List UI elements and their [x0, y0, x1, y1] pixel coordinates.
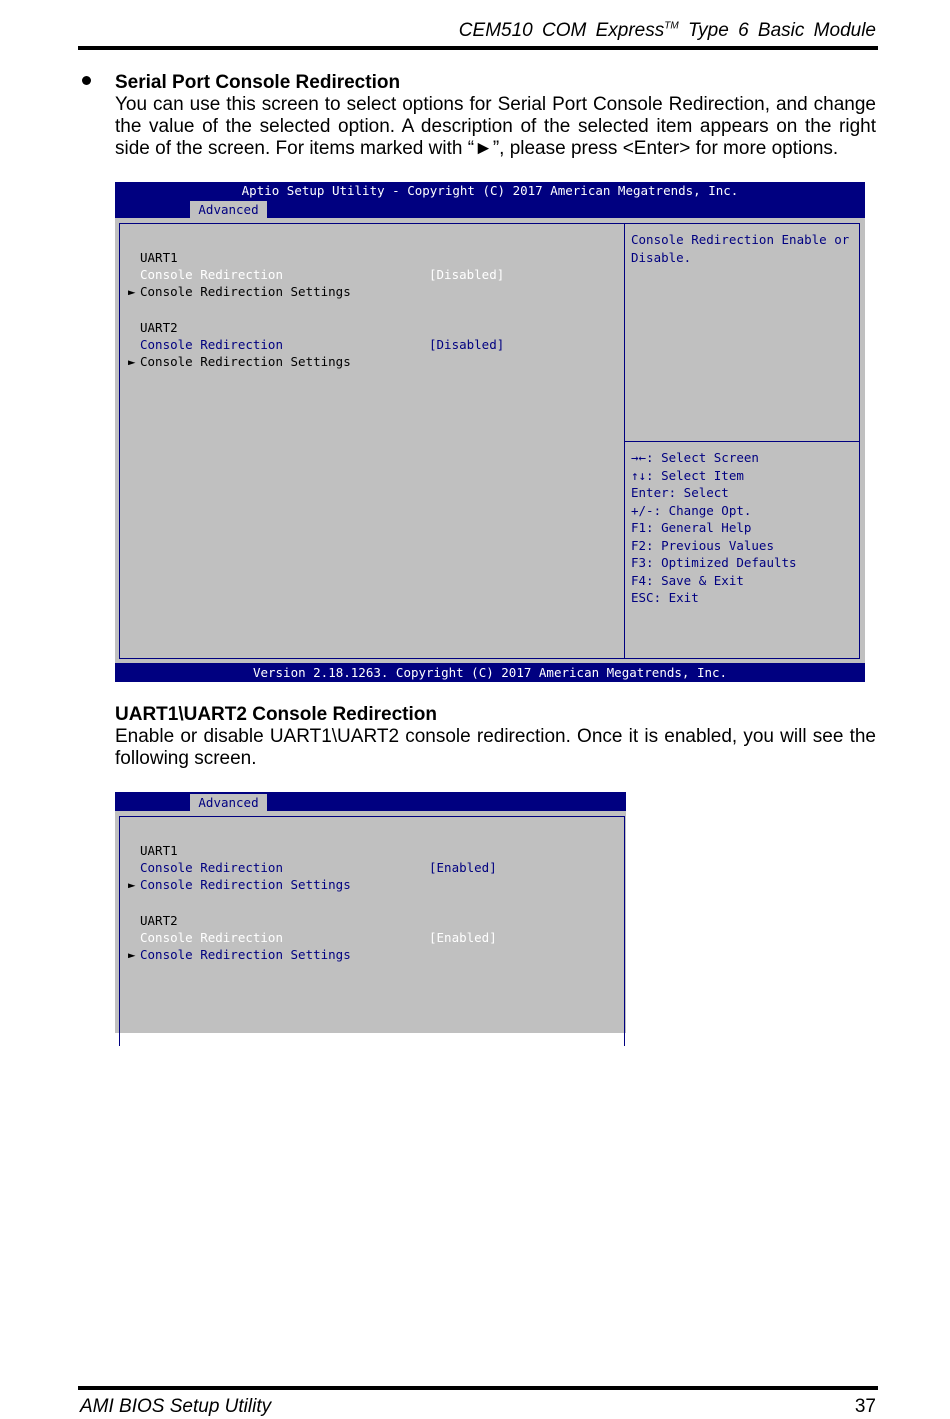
- uart2-heading: UART2: [140, 913, 178, 928]
- help-text-line: Disable.: [631, 250, 692, 265]
- submenu-arrow-icon: ►: [128, 877, 136, 892]
- tab-advanced[interactable]: Advanced: [190, 794, 267, 811]
- uart2-console-redirection-label[interactable]: Console Redirection: [140, 930, 283, 945]
- trademark-mark: TM: [664, 20, 679, 32]
- uart1-heading: UART1: [140, 250, 178, 265]
- subsection-paragraph: Enable or disable UART1\UART2 console redirection. Once it is enabled, you will see the following screen.: [115, 726, 876, 769]
- uart2-console-redirection-value[interactable]: [Disabled]: [429, 337, 505, 352]
- title-rest: Type 6 Basic Module: [678, 20, 876, 41]
- uart2-redirection-settings[interactable]: Console Redirection Settings: [140, 354, 351, 369]
- key-hint-save-exit: F4: Save & Exit: [631, 572, 744, 588]
- key-hint-select-screen: →←: Select Screen: [631, 450, 759, 465]
- bios-screenshot-disabled: [115, 182, 865, 682]
- uart2-redirection-settings[interactable]: Console Redirection Settings: [140, 947, 351, 962]
- bios-title-bar: [115, 792, 626, 811]
- help-text-line: Console Redirection Enable or: [631, 232, 850, 247]
- bullet-icon: [82, 76, 91, 85]
- key-hint-enter: Enter: Select: [631, 485, 729, 500]
- uart1-console-redirection-label[interactable]: Console Redirection: [140, 860, 283, 875]
- bios-main-pane: [119, 816, 625, 1046]
- submenu-arrow-icon: ►: [128, 354, 136, 369]
- title-main: CEM510 COM Express: [458, 20, 665, 41]
- uart1-heading: UART1: [140, 843, 178, 858]
- bios-help-pane: [624, 223, 860, 442]
- footer-chapter: AMI BIOS Setup Utility: [80, 1396, 272, 1417]
- document-title: [459, 20, 876, 42]
- bios-main-pane: [119, 223, 625, 659]
- bios-screenshot-enabled: [115, 792, 626, 1033]
- page-footer: [78, 1386, 878, 1417]
- section-title: Serial Port Console Redirection: [115, 72, 401, 93]
- key-hint-previous-values: F2: Previous Values: [631, 537, 774, 553]
- key-hint-optimized-defaults: F3: Optimized Defaults: [631, 555, 797, 570]
- submenu-arrow-icon: ►: [128, 947, 136, 962]
- uart2-console-redirection-label[interactable]: Console Redirection: [140, 337, 283, 352]
- key-hint-change-opt: +/-: Change Opt.: [631, 502, 752, 518]
- section-paragraph: You can use this screen to select options for Serial Port Console Redirection, and change the value of the selected option. A description of the selected item appears on the right side of the screen. For items marked with “►”, please press <Enter> for more options.: [115, 94, 876, 159]
- key-hint-exit: ESC: Exit: [631, 590, 699, 605]
- uart2-console-redirection-value[interactable]: [Enabled]: [429, 930, 497, 945]
- subsection-title: UART1\UART2 Console Redirection: [115, 704, 437, 725]
- key-hint-general-help: F1: General Help: [631, 520, 752, 535]
- page-number: 37: [854, 1396, 876, 1417]
- uart1-console-redirection-label[interactable]: Console Redirection: [140, 267, 283, 282]
- tab-advanced[interactable]: Advanced: [190, 201, 267, 218]
- bios-keys-pane: [624, 441, 860, 659]
- bios-version-bar: Version 2.18.1263. Copyright (C) 2017 American Megatrends, Inc.: [115, 663, 865, 682]
- page-header: [78, 18, 878, 50]
- bios-title: Aptio Setup Utility - Copyright (C) 2017 American Megatrends, Inc.: [241, 183, 739, 198]
- uart1-console-redirection-value[interactable]: [Disabled]: [429, 267, 505, 282]
- key-hint-select-item: ↑↓: Select Item: [631, 467, 744, 483]
- uart2-heading: UART2: [140, 320, 178, 335]
- bios-title-bar: [115, 182, 865, 218]
- uart1-redirection-settings[interactable]: Console Redirection Settings: [140, 284, 351, 299]
- uart1-redirection-settings[interactable]: Console Redirection Settings: [140, 877, 351, 892]
- submenu-arrow-icon: ►: [128, 284, 136, 299]
- uart1-console-redirection-value[interactable]: [Enabled]: [429, 860, 497, 875]
